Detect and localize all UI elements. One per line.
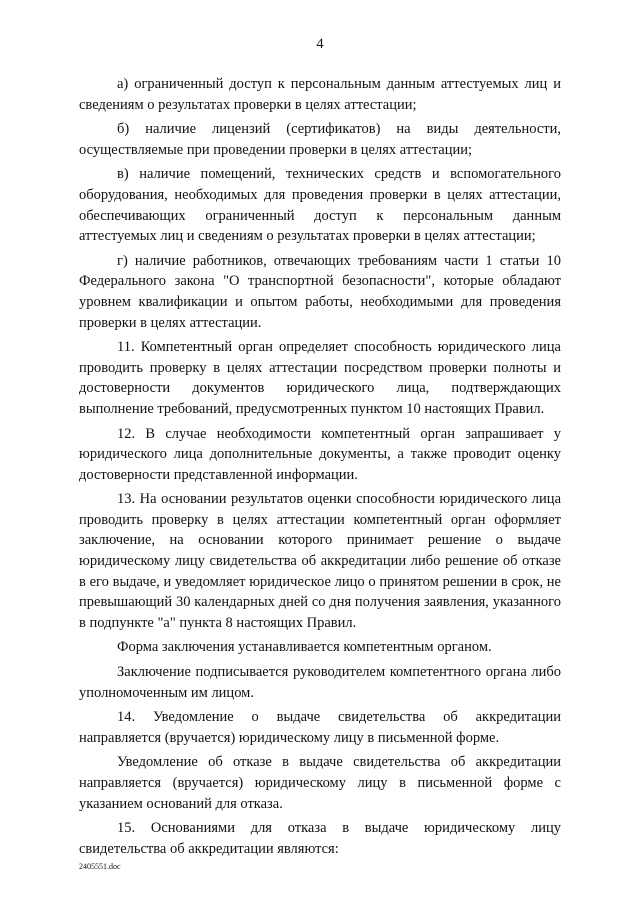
- paragraph-conclusion-signature: Заключение подписывается руководителем компетентного органа либо уполномоченным им лицом.: [79, 664, 561, 701]
- paragraph-refusal-notice: Уведомление об отказе в выдаче свидетельства об аккредитации направляется (вручается) юридическому лицу в письменной форме с указанием оснований для отказа.: [79, 754, 561, 812]
- paragraph-conclusion-form: Форма заключения устанавливается компетентным органом.: [117, 639, 492, 656]
- paragraph-clause-11: 11. Компетентный орган определяет способность юридического лица проводить проверку в целях аттестации посредством проверки полноты и достоверности документов юридического лица, подтверждающих выполнение требований, предусмотренных пунктом 10 настоящих Правил.: [79, 339, 561, 417]
- document-body: [79, 74, 561, 863]
- paragraph-item-a: а) ограниченный доступ к персональным данным аттестуемых лиц и сведениям о результатах проверки в целях аттестации;: [79, 76, 561, 113]
- paragraph-clause-12: 12. В случае необходимости компетентный орган запрашивает у юридического лица дополнительные документы, а также проводит оценку достоверности представленной информации.: [79, 425, 561, 483]
- paragraph-item-g: г) наличие работников, отвечающих требованиям части 1 статьи 10 Федерального закона "О транспортной безопасности", которые обладают уровнем квалификации и опытом работы, необходимыми для проведения проверки в целях аттестации.: [79, 252, 561, 331]
- paragraph-clause-13: 13. На основании результатов оценки способности юридического лица проводить проверку в целях аттестации компетентный орган оформляет заключение, на основании которого принимает решение о выдаче юридическому лицу свидетельства об аккредитации либо решение об отказе в его выдаче, и уведомляет юридическое лицо о принятом решении в срок, не превышающий 30 календарных дней со дня получения заявления, указанного в подпункте "а" пункта 8 настоящих Правил.: [79, 491, 561, 631]
- footer-filename: 2405551.doc: [79, 862, 121, 871]
- paragraph-clause-14: 14. Уведомление о выдаче свидетельства об аккредитации направляется (вручается) юридическому лицу в письменной форме.: [79, 709, 561, 746]
- paragraph-item-b: б) наличие лицензий (сертификатов) на виды деятельности, осуществляемые при проведении проверки в целях аттестации;: [79, 121, 561, 158]
- page-number: 4: [316, 36, 324, 52]
- paragraph-clause-15: 15. Основаниями для отказа в выдаче юридическому лицу свидетельства об аккредитации являются:: [79, 820, 561, 857]
- paragraph-item-v: в) наличие помещений, технических средств и вспомогательного оборудования, необходимых для проведения проверки в целях аттестации, обеспечивающих ограниченный доступ к персональным данным аттестуемых лиц и сведениям о результатах проверки в целях аттестации;: [79, 166, 561, 245]
